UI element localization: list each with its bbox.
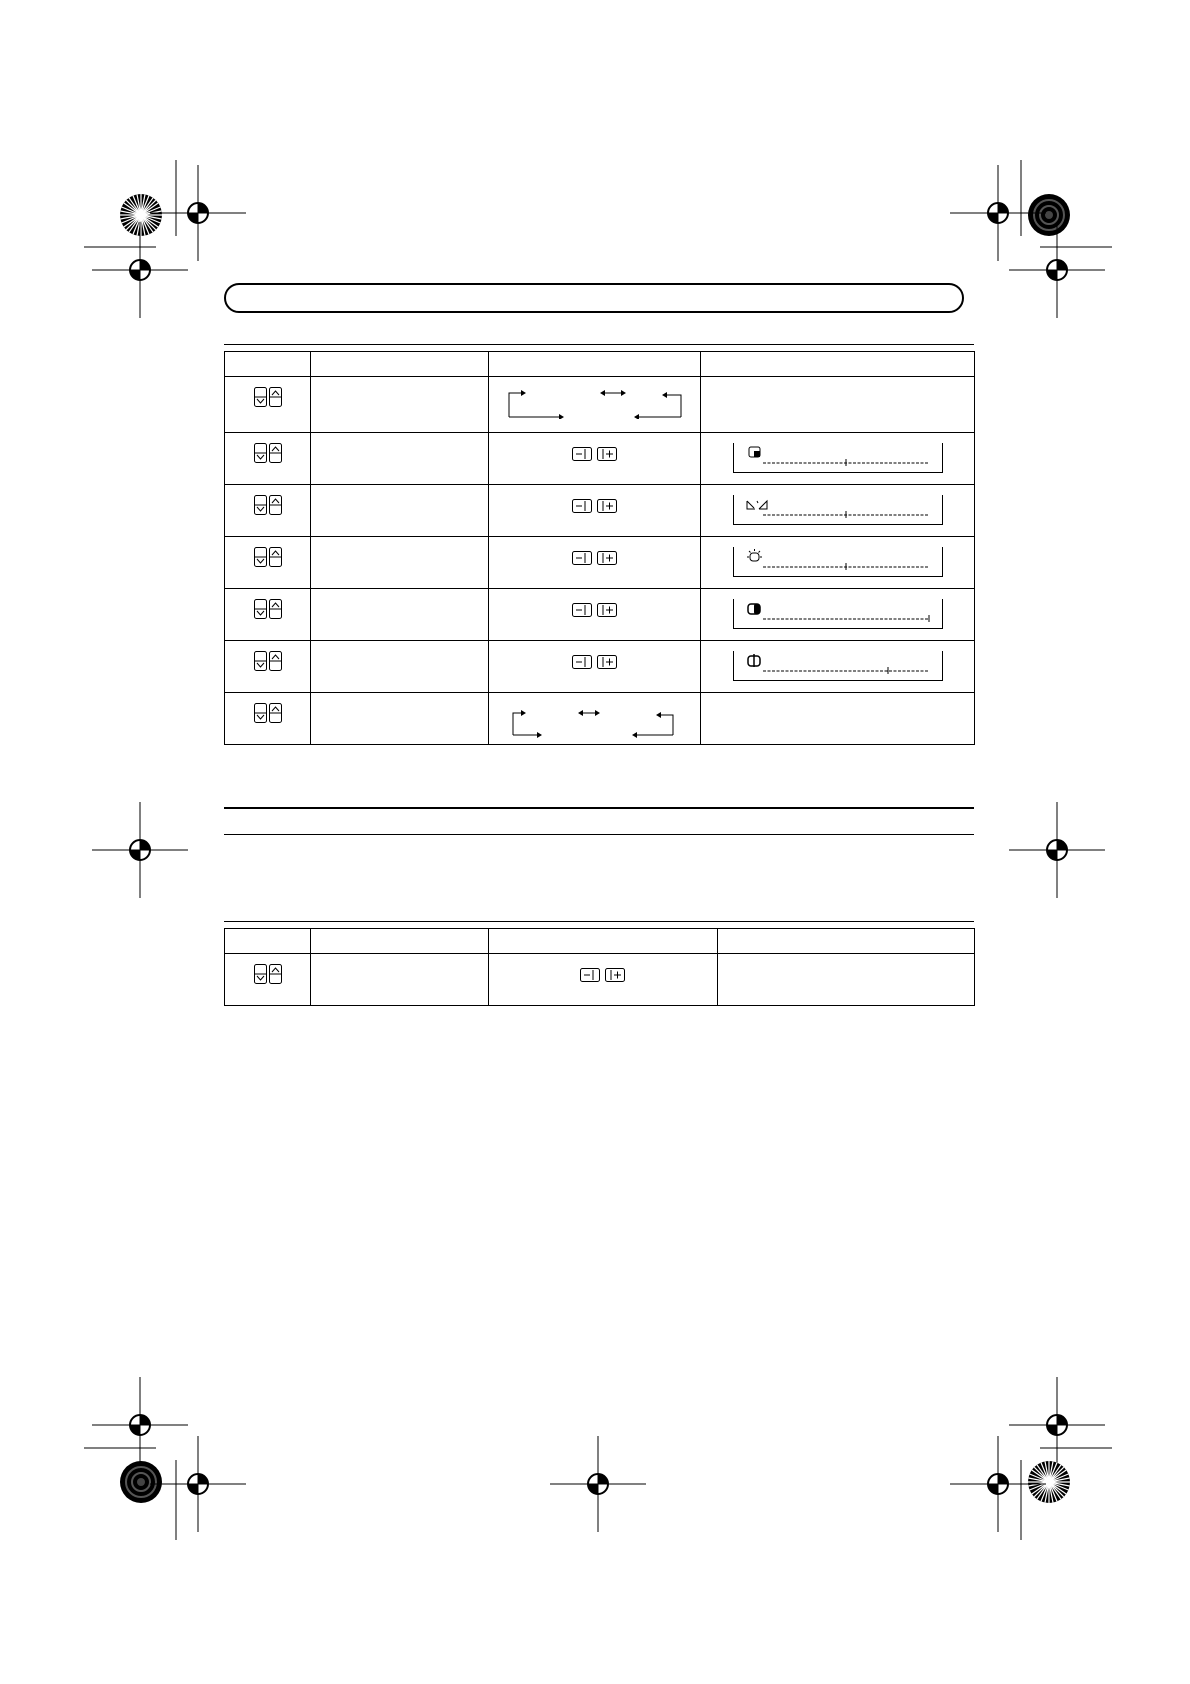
header-cell: [225, 352, 311, 377]
section-rule-top: [224, 807, 974, 809]
osd-bar-tint: [733, 495, 943, 525]
table-header-row: [225, 929, 975, 954]
table-row: [225, 954, 975, 1006]
header-cell: [489, 352, 701, 377]
table-row: [225, 589, 975, 641]
contrast-icon: [733, 599, 943, 629]
up-down-button-icon: [254, 651, 282, 671]
cycle-arrows-icon: [511, 705, 687, 739]
up-down-button-icon: [254, 547, 282, 567]
osd-bar-brightness: [733, 547, 943, 577]
header-cell: [311, 352, 489, 377]
minus-plus-button-icon: [572, 551, 618, 565]
section-rule-bottom: [224, 834, 974, 835]
up-down-button-icon: [254, 443, 282, 463]
table-header-row: [225, 352, 975, 377]
header-cell: [718, 929, 975, 954]
minus-plus-button-icon: [580, 968, 626, 982]
brightness-icon: [733, 547, 943, 577]
up-down-button-icon: [254, 599, 282, 619]
table-row: [225, 641, 975, 693]
up-down-button-icon: [254, 964, 282, 984]
table-row: [225, 537, 975, 589]
osd-bar-color: [733, 443, 943, 473]
minus-plus-button-icon: [572, 447, 618, 461]
settings-table-2: [224, 928, 975, 1006]
minus-plus-button-icon: [572, 603, 618, 617]
up-down-button-icon: [254, 703, 282, 723]
minus-plus-button-icon: [572, 499, 618, 513]
settings-table: [224, 351, 975, 745]
osd-bar-sharpness: [733, 651, 943, 681]
header-cell: [225, 929, 311, 954]
minus-plus-button-icon: [572, 655, 618, 669]
color-icon: [733, 443, 943, 473]
sharpness-icon: [733, 651, 943, 681]
table-top-rule: [224, 344, 974, 345]
table-row: [225, 433, 975, 485]
up-down-button-icon: [254, 387, 282, 407]
header-cell: [489, 929, 718, 954]
header-cell: [701, 352, 975, 377]
table-row: [225, 377, 975, 433]
up-down-button-icon: [254, 495, 282, 515]
osd-bar-contrast: [733, 599, 943, 629]
cycle-arrows-icon: [507, 385, 683, 419]
header-cell: [311, 929, 489, 954]
table2-top-rule: [224, 921, 974, 922]
table-row: [225, 693, 975, 745]
section-header-bar: [224, 283, 964, 313]
table-row: [225, 485, 975, 537]
tint-icon: [733, 495, 943, 525]
